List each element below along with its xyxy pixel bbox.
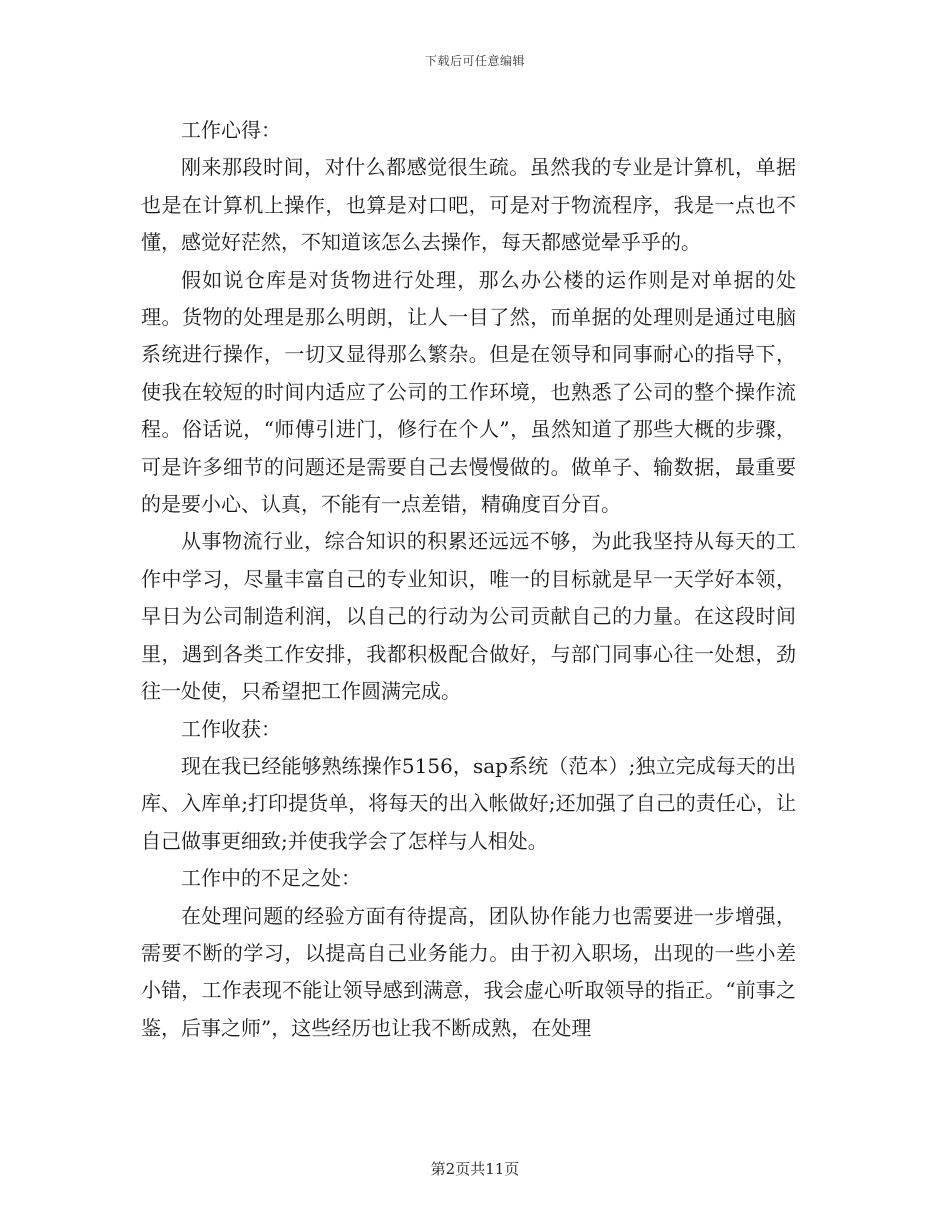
paragraph-gains: 现在我已经能够熟练操作5156，sap系统（范本）;独立完成每天的出库、入库单;打印提货单，将每天的出入帐做好;还加强了自己的责任心，让自己做事更细致;并使我学会了怎样与人相处。 (141, 753, 796, 853)
paragraph-shortcomings: 在处理问题的经验方面有待提高，团队协作能力也需要进一步增强，需要不断的学习，以提高自己业务能力。由于初入职场，出现的一些小差小错，工作表现不能让领导感到满意，我会虚心听取领导的指正。“前事之鉴，后事之师”，这些经历也让我不断成熟，在处理 (141, 903, 796, 1040)
paragraph-document-processing: 假如说仓库是对货物进行处理，那么办公楼的运作则是对单据的处理。货物的处理是那么明朗，让人一目了然，而单据的处理则是通过电脑系统进行操作，一切又显得那么繁杂。但是在领导和同事耐心的指导下，使我在较短的时间内适应了公司的工作环境，也熟悉了公司的整个操作流程。俗话说，“师傅引进门，修行在个人”，虽然知道了那些大概的步骤，可是许多细节的问题还是需要自己去慢慢做的。做单子、输数据，最重要的是要小心、认真，不能有一点差错，精确度百分百。 (141, 267, 796, 517)
heading-work-gains: 工作收获： (181, 716, 281, 741)
page-header: 下载后可任意编辑 (424, 54, 525, 68)
document-body (141, 112, 796, 1047)
heading-shortcomings: 工作中的不足之处： (181, 866, 361, 891)
page-footer: 第2页共11页 (430, 1160, 520, 1178)
paragraph-early-days: 刚来那段时间，对什么都感觉很生疏。虽然我的专业是计算机，单据也是在计算机上操作，也算是对口吧，可是对于物流程序，我是一点也不懂，感觉好茫然，不知道该怎么去操作，每天都感觉晕乎乎的。 (141, 155, 796, 255)
heading-work-insights: 工作心得： (181, 118, 281, 142)
paragraph-learning: 从事物流行业，综合知识的积累还远远不够，为此我坚持从每天的工作中学习，尽量丰富自己的专业知识，唯一的目标就是早一天学好本领，早日为公司制造利润，以自己的行动为公司贡献自己的力量。在这段时间里，遇到各类工作安排，我都积极配合做好，与部门同事心往一处想，劲往一处使，只希望把工作圆满完成。 (141, 529, 796, 704)
